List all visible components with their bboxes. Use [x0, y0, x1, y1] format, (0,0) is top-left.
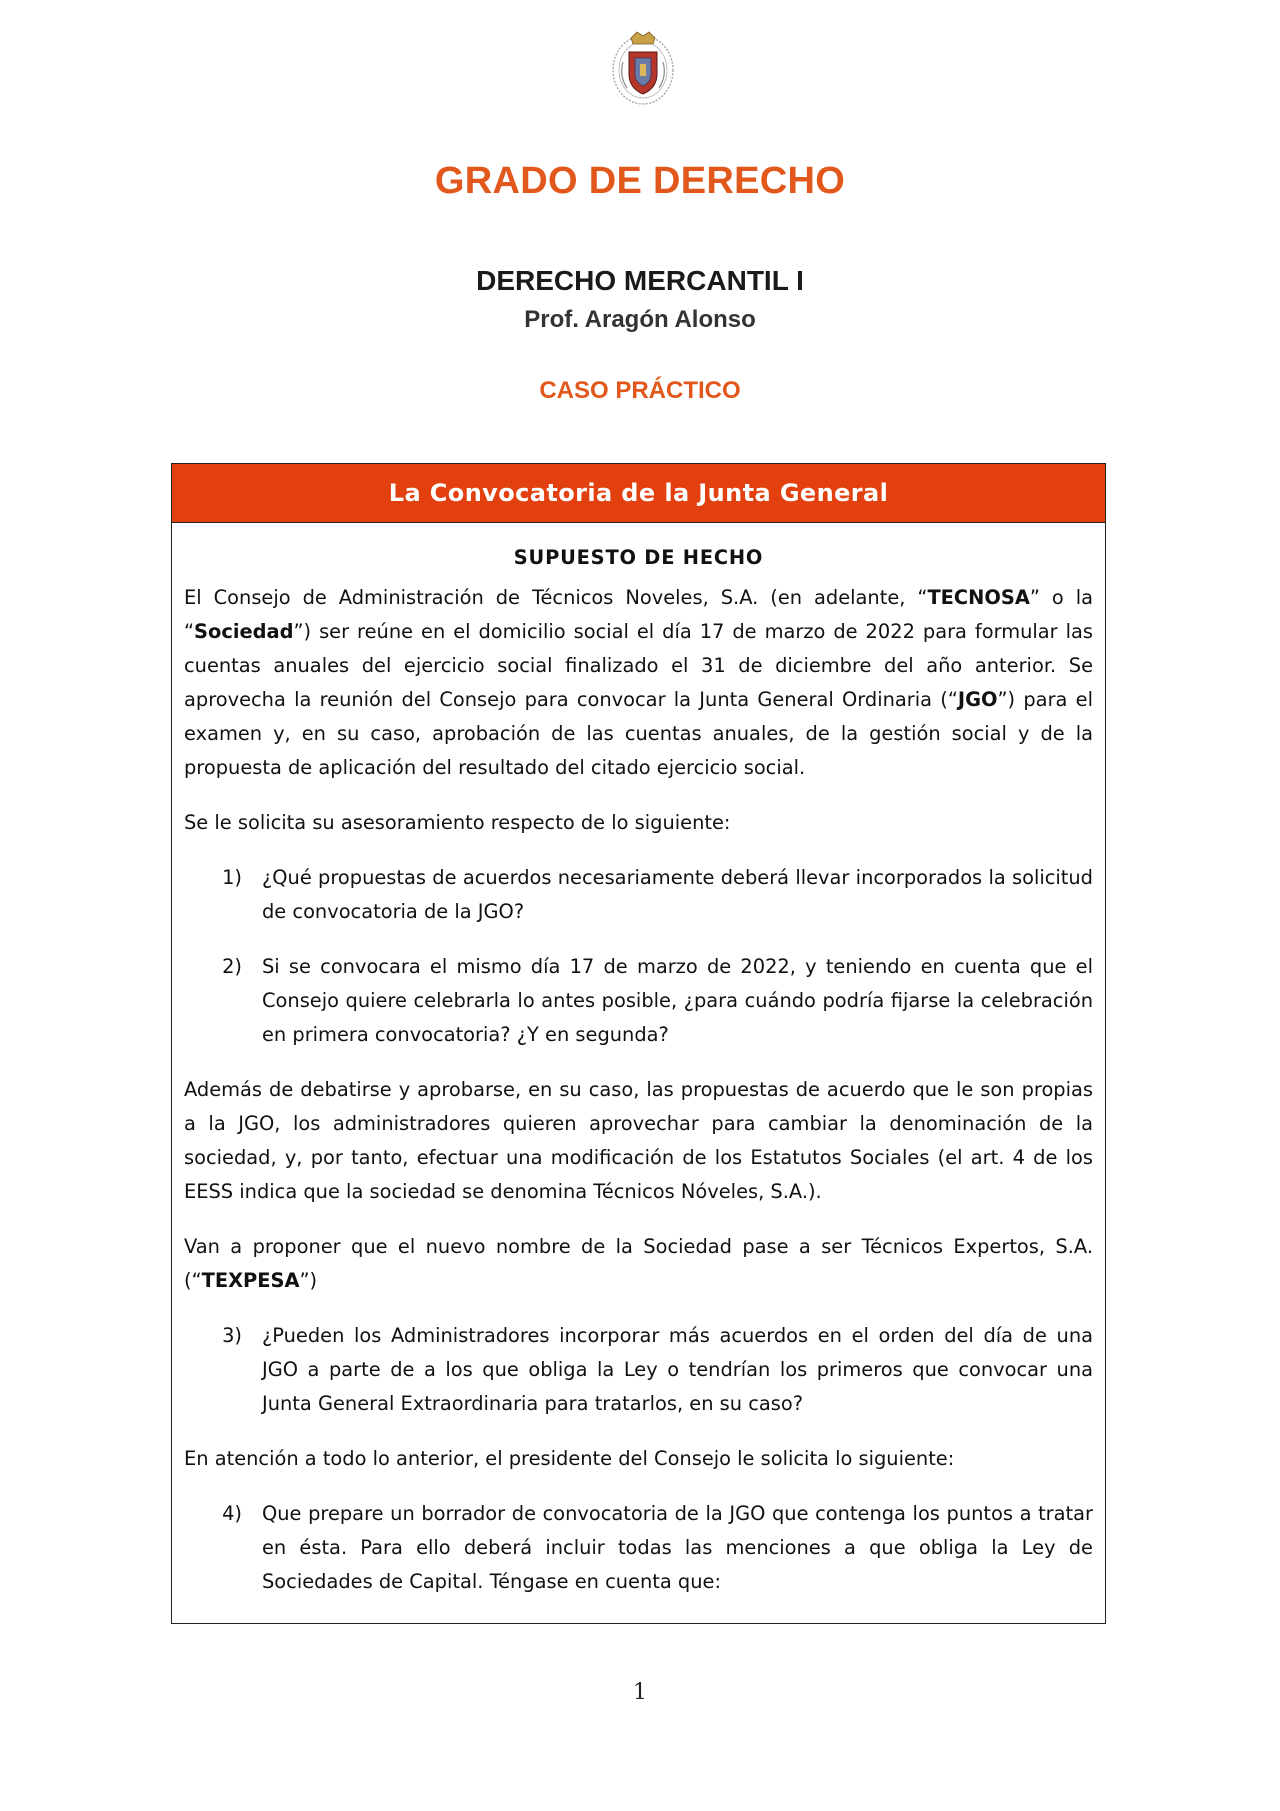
paragraph-intro: El Consejo de Administración de Técnicos Noveles, S.A. (en adelante, “TECNOSA” o la “Sociedad”) ser reúne en el domicilio social el día 17 de marzo de 2022 para formular las cuentas anuales del ejercicio social finalizado el 31 de diciembre del año anterior. Se aprovecha la reunión del Consejo para convocar la Junta General Ordinaria (“JGO”) para el examen y, en su caso, aprobación de las cuentas anuales, de la gestión social y de la propuesta de aplicación del resultado del citado ejercicio social.: [184, 586, 1093, 779]
case-box-title: La Convocatoria de la Junta General: [172, 464, 1105, 523]
term-jgo: JGO: [957, 688, 998, 711]
case-label: CASO PRÁCTICO: [539, 377, 741, 404]
term-texpesa: TEXPESA: [201, 1269, 300, 1292]
paragraph-new-name: Van a proponer que el nuevo nombre de la Sociedad pase a ser Técnicos Expertos, S.A. (“TEXPESA”): [184, 1235, 1093, 1292]
subject-title: DERECHO MERCANTIL I: [476, 265, 804, 296]
question-text: ¿Pueden los Administradores incorporar más acuerdos en el orden del día de una JGO a parte de a los que obliga la Ley o tendrían los primeros que convocar una Junta General Extraordinaria para tratarlos, en su caso?: [262, 1324, 1093, 1415]
question-number: 4): [222, 1502, 242, 1525]
paragraph-statutes: Además de debatirse y aprobarse, en su caso, las propuestas de acuerdo que le son propias a la JGO, los administradores quieren aprovechar para cambiar la denominación de la sociedad, y, por tanto, efectuar una modificación de los Estatutos Sociales (el art. 4 de los EESS indica que la sociedad se denomina Técnicos Nóveles, S.A.).: [184, 1078, 1093, 1203]
section-title: SUPUESTO DE HECHO: [513, 546, 764, 569]
term-sociedad: Sociedad: [194, 620, 294, 643]
question-number: 1): [222, 866, 242, 889]
question-text: Que prepare un borrador de convocatoria de la JGO que contenga los puntos a tratar en ésta. Para ello deberá incluir todas las menciones a que obliga la Ley de Sociedades de Capital. Téngase en cuenta que:: [262, 1502, 1093, 1593]
paragraph-president: En atención a todo lo anterior, el presidente del Consejo le solicita lo siguiente:: [184, 1447, 955, 1470]
question-text: ¿Qué propuestas de acuerdos necesariamente deberá llevar incorporados la solicitud de convocatoria de la JGO?: [262, 866, 1093, 923]
question-item: [184, 950, 1093, 1052]
case-box: [171, 463, 1106, 1624]
degree-title: GRADO DE DERECHO: [434, 160, 846, 202]
case-box-body: [172, 523, 1105, 1599]
question-text: Si se convocara el mismo día 17 de marzo de 2022, y teniendo en cuenta que el Consejo quiere celebrarla lo antes posible, ¿para cuándo podría fijarse la celebración en primera convocatoria? ¿Y en segunda?: [262, 955, 1093, 1046]
paragraph-request: Se le solicita su asesoramiento respecto de lo siguiente:: [184, 811, 731, 834]
university-seal-icon: [609, 28, 677, 108]
term-tecnosa: TECNOSA: [927, 586, 1030, 609]
question-number: 3): [222, 1324, 242, 1347]
page-number: 1: [633, 1680, 647, 1705]
question-item: [184, 861, 1093, 929]
question-number: 2): [222, 955, 242, 978]
question-item: [184, 1497, 1093, 1599]
question-item: [184, 1319, 1093, 1421]
professor-name: Prof. Aragón Alonso: [524, 306, 756, 333]
